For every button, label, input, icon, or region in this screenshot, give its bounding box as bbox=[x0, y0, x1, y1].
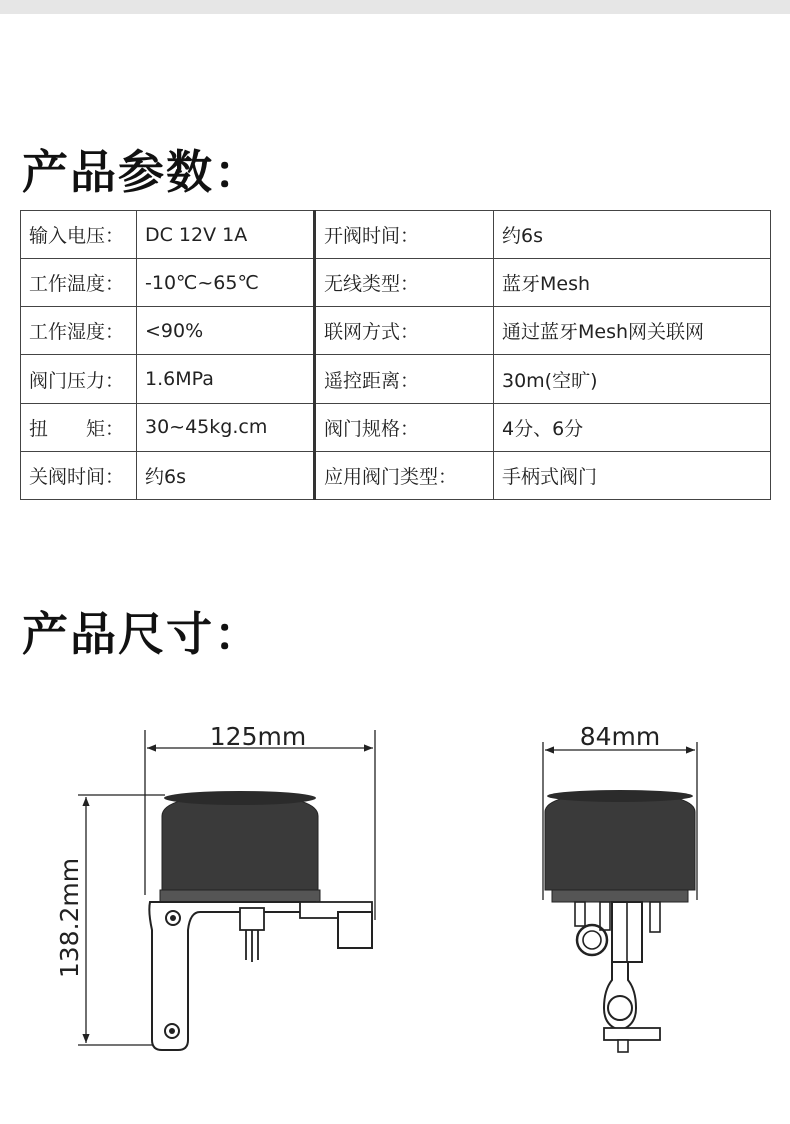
param-value: 1.6MPa bbox=[137, 355, 315, 403]
param-label: 应用阀门类型： bbox=[315, 451, 494, 499]
param-label: 遥控距离： bbox=[315, 355, 494, 403]
front-view-drawing bbox=[543, 722, 697, 1052]
table-row bbox=[21, 211, 771, 259]
param-value: 手柄式阀门 bbox=[494, 451, 771, 499]
param-label: 开阀时间： bbox=[315, 211, 494, 259]
section-title-size: 产品尺寸： bbox=[22, 607, 262, 661]
param-value: DC 12V 1A bbox=[137, 211, 315, 259]
param-label: 联网方式： bbox=[315, 307, 494, 355]
param-value: 蓝牙Mesh bbox=[494, 259, 771, 307]
dim-front-width-label: 84mm bbox=[579, 722, 661, 751]
param-label: 阀门压力： bbox=[21, 355, 137, 403]
table-row bbox=[21, 451, 771, 499]
dim-height-label: 138.2mm bbox=[55, 857, 84, 979]
param-label: 输入电压： bbox=[21, 211, 137, 259]
param-value: 30~45kg.cm bbox=[137, 403, 315, 451]
spec-table bbox=[20, 210, 771, 500]
param-label: 无线类型： bbox=[315, 259, 494, 307]
table-row bbox=[21, 355, 771, 403]
dimension-diagram bbox=[0, 690, 790, 1120]
param-value: 通过蓝牙Mesh网关联网 bbox=[494, 307, 771, 355]
section-title-params: 产品参数： bbox=[22, 145, 262, 199]
param-value: 约6s bbox=[494, 211, 771, 259]
param-label: 扭 矩： bbox=[21, 403, 137, 451]
top-bar bbox=[0, 0, 790, 14]
side-view-drawing bbox=[55, 722, 375, 1050]
table-row bbox=[21, 403, 771, 451]
param-label: 工作湿度： bbox=[21, 307, 137, 355]
param-value: 约6s bbox=[137, 451, 315, 499]
param-value: 30m(空旷) bbox=[494, 355, 771, 403]
table-row bbox=[21, 307, 771, 355]
param-label: 阀门规格： bbox=[315, 403, 494, 451]
param-value: <90% bbox=[137, 307, 315, 355]
param-value: 4分、6分 bbox=[494, 403, 771, 451]
table-row bbox=[21, 259, 771, 307]
param-label: 工作温度： bbox=[21, 259, 137, 307]
param-label: 关阀时间： bbox=[21, 451, 137, 499]
param-value: -10℃~65℃ bbox=[137, 259, 315, 307]
dim-side-width-label: 125mm bbox=[209, 722, 307, 751]
